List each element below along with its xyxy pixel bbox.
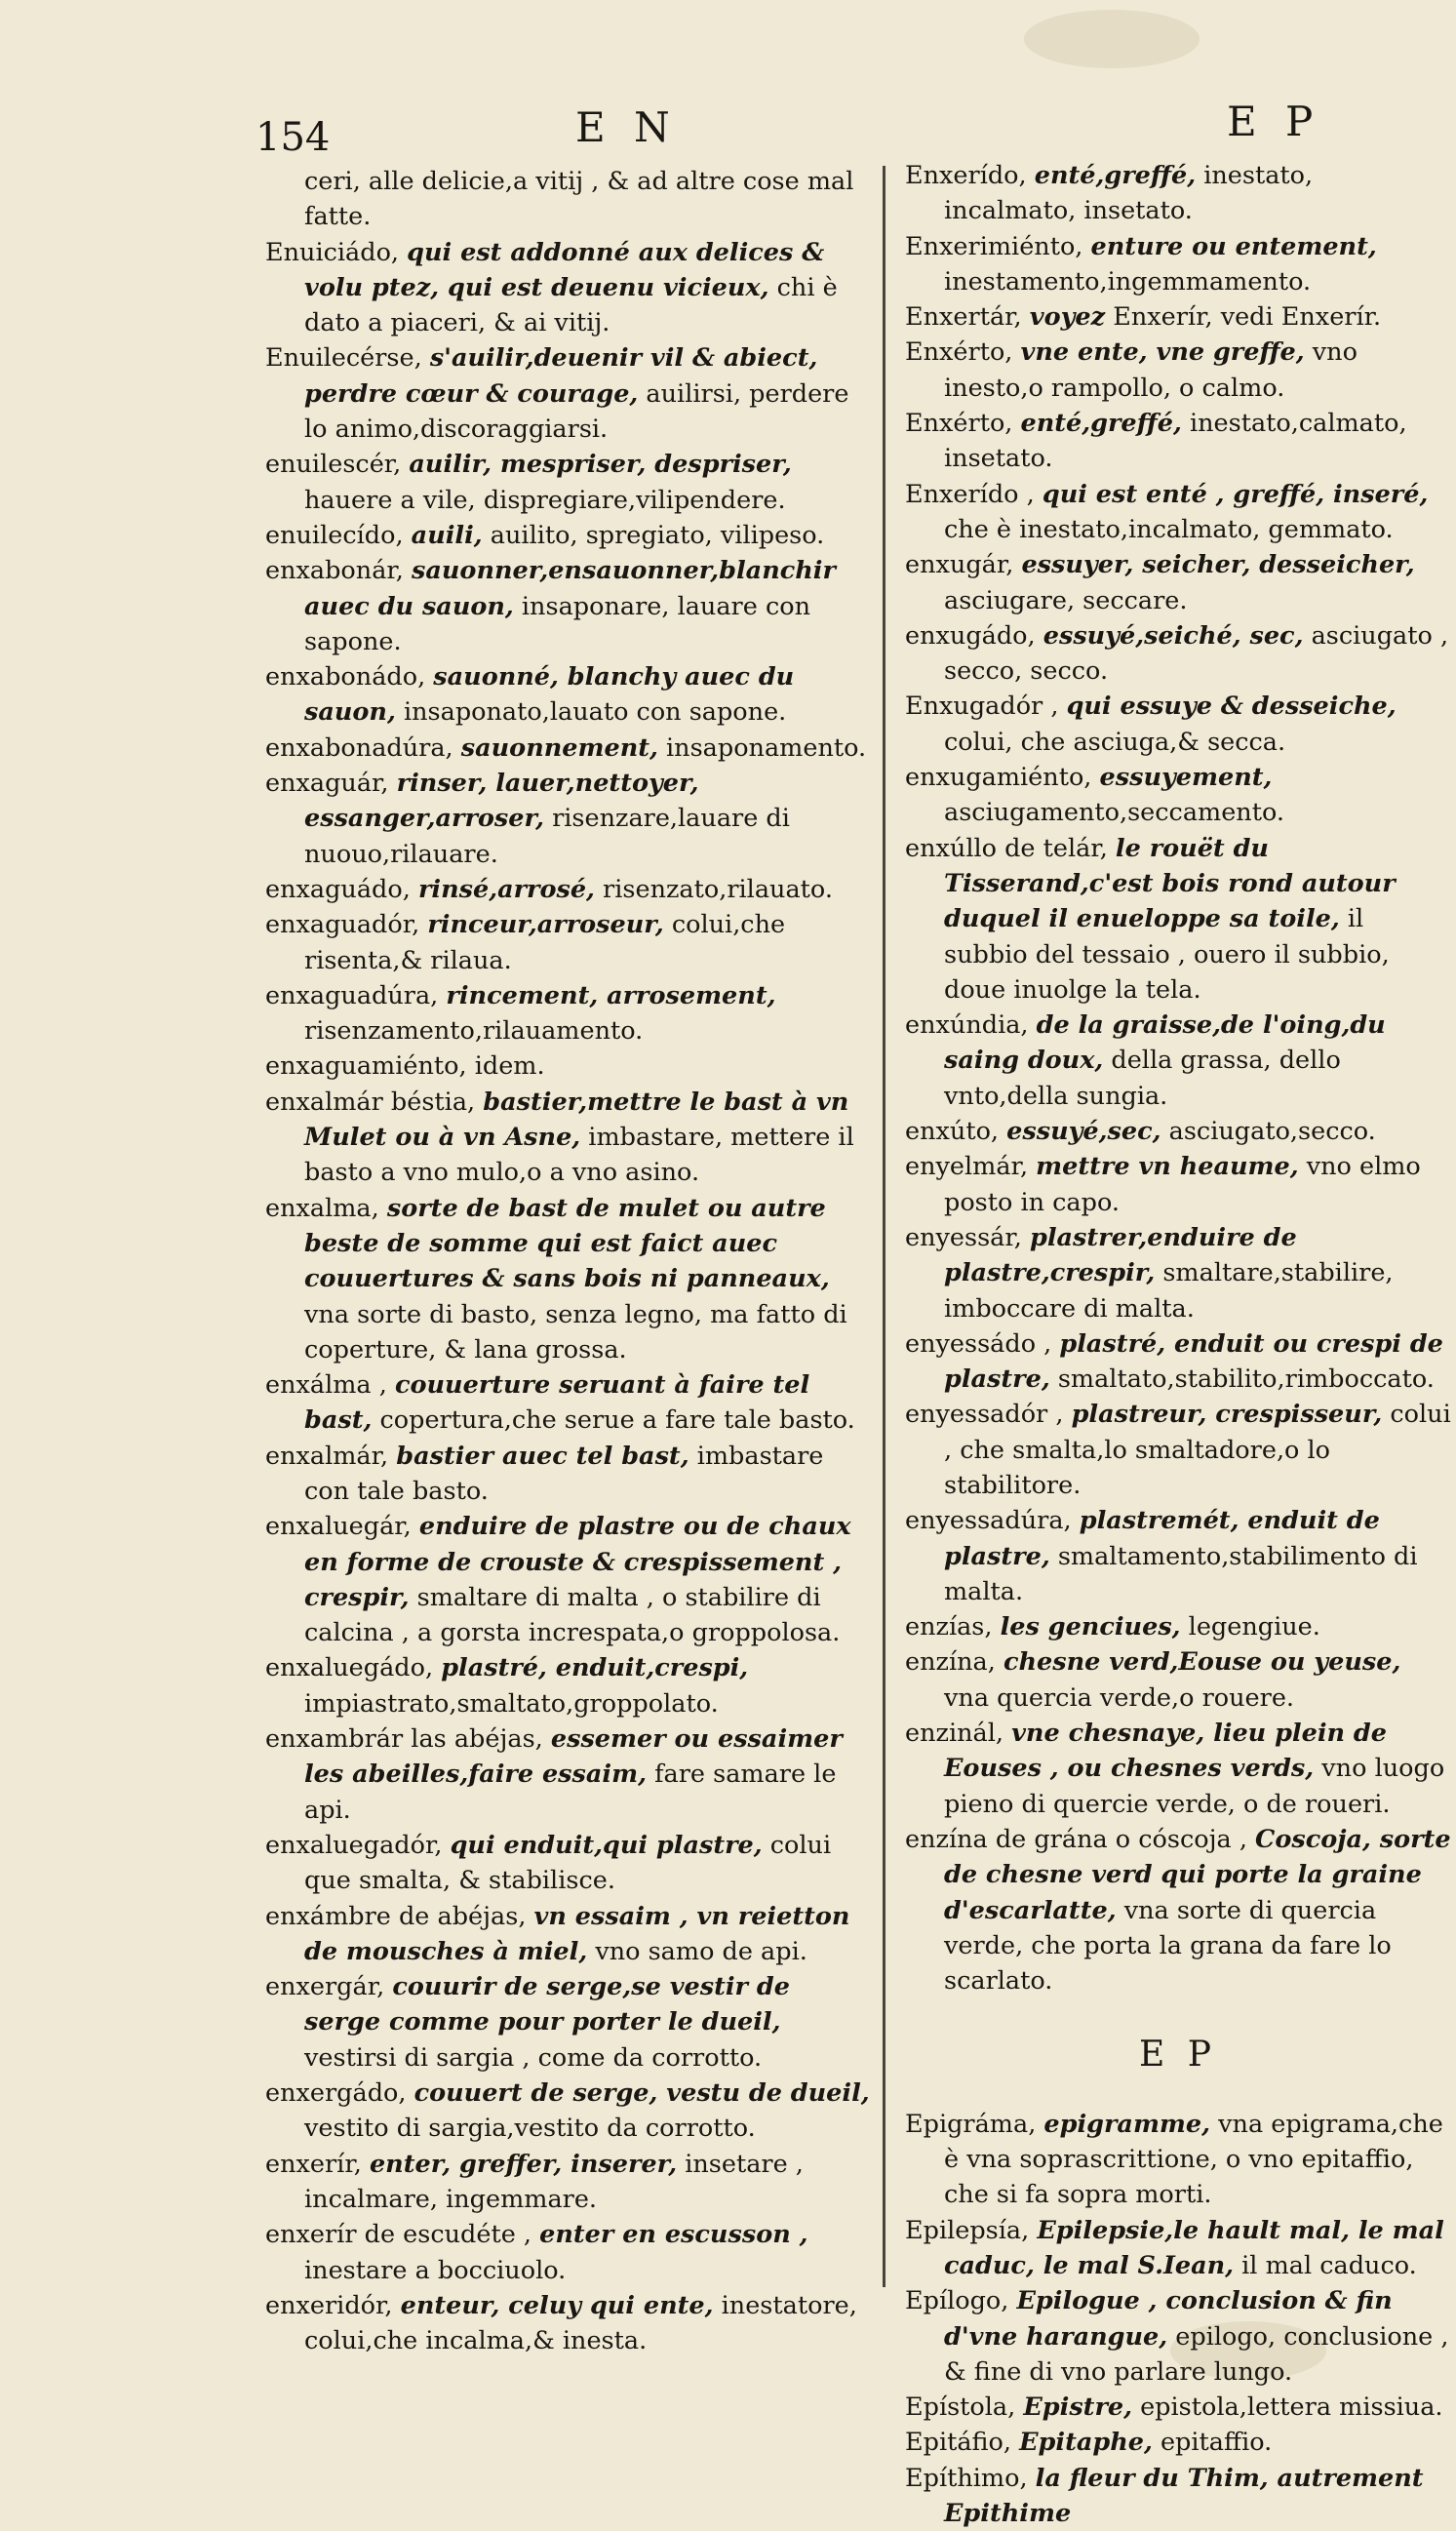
headword: enzías,	[905, 1612, 993, 1642]
italian-gloss: vno elmo posto in capo.	[944, 1152, 1421, 1217]
dictionary-entry	[265, 447, 870, 518]
dictionary-entry	[905, 2213, 1451, 2284]
italian-gloss: imbastare, mettere il basto a vno mulo,o a vno asino.	[304, 1123, 854, 1188]
italian-gloss: smaltamento,stabilimento di malta.	[944, 1541, 1418, 1606]
french-gloss: enture ou entement,	[1090, 231, 1377, 261]
french-gloss: Epitaphe,	[1019, 2428, 1153, 2458]
headword: enxergádo,	[265, 2078, 407, 2109]
dictionary-entry	[265, 2288, 870, 2359]
headword: enyessádo ,	[905, 1328, 1052, 1359]
italian-gloss: il mal caduco.	[1241, 2250, 1417, 2280]
french-gloss: Epistre,	[1023, 2393, 1132, 2423]
dictionary-entry	[905, 831, 1451, 1008]
dictionary-entry	[905, 2425, 1451, 2460]
headword: enxalmár béstia,	[265, 1087, 476, 1117]
italian-gloss: inestare a bocciuolo.	[304, 2255, 567, 2285]
headword: enxalmár,	[265, 1441, 389, 1471]
italian-gloss: asciugato , secco, secco.	[944, 620, 1449, 687]
dictionary-entry	[905, 1397, 1451, 1503]
french-gloss: plastré, enduit ou crespi de plastre,	[944, 1328, 1443, 1395]
french-gloss: couuerture seruant à faire tel bast,	[304, 1370, 810, 1436]
french-gloss: essuyement,	[1099, 763, 1273, 793]
headword: enxaguadór,	[265, 910, 420, 940]
headword: Enxerído ,	[905, 479, 1035, 509]
french-gloss: la fleur du Thim, autrement Epithime	[944, 2463, 1424, 2528]
dictionary-entry	[265, 518, 870, 553]
headword: enxaguadúra,	[265, 980, 439, 1010]
italian-gloss: inestamento,ingemmamento.	[944, 266, 1312, 297]
italian-gloss: imbastare con tale basto.	[304, 1441, 824, 1506]
french-gloss: Epilogue , conclusion & fin d'vne harangue,	[944, 2286, 1393, 2352]
italian-gloss: epitaffio.	[1160, 2428, 1273, 2458]
french-gloss: qui est enté , greffé, inseré,	[1042, 479, 1429, 509]
headword: enxugár,	[905, 550, 1014, 580]
french-gloss: le rouët du Tisserand,c'est bois rond autour duquel il enueloppe sa toile,	[944, 833, 1396, 934]
headword: Enxerído,	[905, 161, 1027, 190]
italian-gloss: vna epigrama,che è vna soprascrittione, o vno epitaffio, che si fa sopra morti.	[944, 2109, 1443, 2210]
italian-gloss: risenzare,lauare di nuouo,rilauare.	[304, 804, 790, 869]
french-gloss: essemer ou essaimer les abeilles,faire essaim,	[304, 1724, 843, 1790]
headword: Epílogo,	[905, 2286, 1009, 2316]
french-gloss: epigramme,	[1043, 2109, 1211, 2139]
french-gloss: chesne verd,Eouse ou yeuse,	[1003, 1647, 1401, 1678]
headword: enxaguár,	[265, 769, 389, 799]
italian-gloss: asciugato,secco.	[1168, 1117, 1376, 1147]
dictionary-entry	[905, 477, 1451, 548]
dictionary-entry	[265, 1828, 870, 1899]
headword: enxerír de escudéte ,	[265, 2220, 531, 2250]
italian-gloss: Enxerír, vedi Enxerír.	[1113, 302, 1382, 333]
italian-gloss: colui, che asciuga,& secca.	[944, 727, 1286, 757]
italian-gloss: il subbio del tessaio , ouero il subbio, doue inuolge la tela.	[944, 904, 1390, 1005]
headword: enyelmár,	[905, 1152, 1029, 1182]
french-gloss: qui est addonné aux delices & volu ptez, qui est deuenu vicieux,	[304, 237, 825, 302]
headword: enzinál,	[905, 1719, 1003, 1749]
dictionary-entry	[265, 766, 870, 872]
french-gloss: de la graisse,de l'oing,du saing doux,	[944, 1010, 1386, 1076]
italian-gloss: epilogo, conclusione , & fine di vno parlare lungo.	[944, 2321, 1449, 2387]
italian-gloss: legengiue.	[1188, 1612, 1320, 1642]
italian-gloss: colui,che risenta,& rilaua.	[304, 910, 786, 975]
dictionary-entry	[905, 299, 1451, 335]
dictionary-entry	[265, 1721, 870, 1828]
dictionary-entry	[265, 2076, 870, 2147]
italian-gloss: della grassa, dello vnto,della sungia.	[944, 1046, 1341, 1111]
continued-entry: ceri, alle delicie,a vitij , & ad altre cose mal fatte.	[304, 167, 854, 232]
dictionary-entry	[905, 1008, 1451, 1114]
headword: Epístola,	[905, 2393, 1016, 2423]
italian-gloss: idem.	[474, 1051, 545, 1082]
headword: Enuilecérse,	[265, 343, 422, 374]
italian-gloss: insaponare, lauare con sapone.	[304, 591, 810, 656]
italian-gloss: smaltare,stabilire, imboccare di malta.	[944, 1258, 1394, 1324]
headword: Enuiciádo,	[265, 237, 400, 267]
headword: Enxérto,	[905, 409, 1013, 439]
dictionary-entry	[905, 229, 1451, 300]
dictionary-entry	[905, 406, 1451, 477]
dictionary-entry	[265, 2147, 870, 2218]
italian-gloss: copertura,che serue a fare tale basto.	[379, 1405, 855, 1436]
dictionary-entry	[265, 659, 870, 731]
french-gloss: enter en escusson ,	[539, 2220, 808, 2250]
french-gloss: essuyé,sec,	[1006, 1117, 1161, 1147]
french-gloss: bastier auec tel bast,	[396, 1441, 689, 1471]
french-gloss: qui essuye & desseiche,	[1066, 692, 1397, 722]
headword: enxabonadúra,	[265, 732, 453, 763]
french-gloss: sauonnement,	[460, 732, 658, 763]
dictionary-entry	[265, 1439, 870, 1510]
italian-gloss: asciugare, seccare.	[944, 585, 1188, 615]
dictionary-entry	[905, 1503, 1451, 1609]
italian-gloss: vno luogo pieno di quercie verde, o de roueri.	[944, 1754, 1445, 1819]
headword: enxálma ,	[265, 1370, 387, 1401]
dictionary-entry	[265, 553, 870, 659]
dictionary-entry	[905, 760, 1451, 831]
running-head-left: E N	[575, 103, 678, 151]
dictionary-entry	[265, 340, 870, 447]
dictionary-entry	[265, 907, 870, 978]
italian-gloss: vna sorte di basto, senza legno, ma fatto di coperture, & lana grossa.	[304, 1299, 847, 1364]
headword: enxaluegadór,	[265, 1830, 443, 1860]
dictionary-entry	[905, 1326, 1451, 1398]
dictionary-entry	[265, 872, 870, 907]
italian-gloss: risenzamento,rilauamento.	[304, 1016, 644, 1047]
headword: enyessadúra,	[905, 1506, 1072, 1536]
italian-gloss: inestato, incalmato, insetato.	[944, 161, 1314, 226]
french-gloss: couurir de serge,se vestir de serge comme pour porter le dueil,	[304, 1972, 790, 2037]
left-column	[265, 164, 870, 2358]
column-rule	[883, 166, 885, 2287]
section-heading: E P	[1139, 2035, 1217, 2076]
french-gloss: enter, greffer, inserer,	[369, 2149, 678, 2179]
dictionary-entry	[265, 1509, 870, 1650]
french-gloss: vne ente, vne greffe,	[1020, 337, 1305, 368]
italian-gloss: colui , che smalta,lo smaltadore,o lo stabilitore.	[944, 1400, 1451, 1500]
headword: enxergár,	[265, 1972, 385, 2002]
dictionary-entry	[905, 1822, 1451, 1998]
page-number: 154	[256, 115, 331, 160]
italian-gloss: auilito, spregiato, vilipeso.	[490, 520, 825, 550]
italian-gloss: epistola,lettera missiua.	[1140, 2393, 1443, 2423]
italian-gloss: vna sorte di quercia verde, che porta la grana da fare lo scarlato.	[944, 1895, 1392, 1997]
headword: enxerír,	[265, 2149, 362, 2179]
french-gloss: sauonner,ensauonner,blanchir auec du sauon,	[304, 556, 836, 621]
french-gloss: les genciues,	[1000, 1612, 1181, 1642]
headword: Enxerimiénto,	[905, 231, 1083, 261]
italian-gloss: insaponato,lauato con sapone.	[403, 697, 787, 728]
french-gloss: essuyé,seiché, sec,	[1043, 620, 1304, 651]
french-gloss: rincement, arrosement,	[446, 980, 776, 1010]
french-gloss: enteur, celuy qui ente,	[400, 2290, 714, 2320]
french-gloss: essuyer, seicher, desseicher,	[1021, 550, 1415, 580]
headword: enxaluegár,	[265, 1512, 412, 1542]
dictionary-entry	[905, 2107, 1451, 2213]
french-gloss: vn essaim , vn reietton de mousches à miel,	[304, 1901, 850, 1966]
dictionary-entry	[265, 1048, 870, 1084]
dictionary-entry	[265, 1969, 870, 2076]
dictionary-entry	[905, 1716, 1451, 1822]
headword: enxabonár,	[265, 556, 404, 586]
headword: enyessár,	[905, 1222, 1022, 1252]
dictionary-entry	[905, 1114, 1451, 1149]
dictionary-entry	[265, 978, 870, 1049]
right-entries-ep	[905, 2107, 1451, 2531]
french-gloss: sorte de bast de mulet ou autre beste de somme qui est faict auec couuertures & sans bois ni panneaux,	[304, 1193, 830, 1294]
italian-gloss: inestatore, colui,che incalma,& inesta.	[304, 2290, 857, 2356]
headword: enxaluegádo,	[265, 1653, 434, 1683]
french-gloss: Epilepsie,le hault mal, le mal caduc, le mal S.Iean,	[944, 2215, 1444, 2280]
left-entries	[265, 235, 870, 2359]
dictionary-entry	[905, 547, 1451, 618]
french-gloss: enté,greffé,	[1020, 409, 1182, 439]
dictionary-entry	[905, 1609, 1451, 1644]
headword: enxaguamiénto,	[265, 1051, 467, 1082]
headword: enxúto,	[905, 1117, 1000, 1147]
headword: Epíthimo,	[905, 2463, 1028, 2493]
dictionary-entry	[905, 2283, 1451, 2390]
french-gloss: plastrer,enduire de plastre,crespir,	[944, 1222, 1297, 1288]
italian-gloss: insetare , incalmare, ingemmare.	[304, 2149, 804, 2214]
italian-gloss: vno inesto,o rampollo, o calmo.	[944, 337, 1358, 403]
headword: enxugádo,	[905, 620, 1036, 651]
french-gloss: enduire de plastre ou de chaux en forme de crouste & crespissement , crespir,	[304, 1512, 851, 1612]
italian-gloss: risenzato,rilauato.	[603, 874, 833, 904]
french-gloss: s'auilir,deuenir vil & abiect, perdre cœur & courage,	[304, 343, 818, 409]
french-gloss: auilir, mespriser, despriser,	[409, 450, 792, 480]
italian-gloss: impiastrato,smaltato,groppolato.	[304, 1688, 719, 1719]
italian-gloss: vno samo de api.	[595, 1936, 807, 1966]
headword: enzína de grána o cóscoja ,	[905, 1824, 1247, 1854]
french-gloss: enté,greffé,	[1034, 161, 1197, 190]
french-gloss: bastier,mettre le bast à vn Mulet ou à vn Asne,	[304, 1087, 849, 1153]
headword: enxeridór,	[265, 2290, 393, 2320]
headword: enxugamiénto,	[905, 763, 1092, 793]
dictionary-entry	[905, 1149, 1451, 1220]
french-gloss: plastremét, enduit de plastre,	[944, 1506, 1380, 1571]
italian-gloss: vna quercia verde,o rouere.	[944, 1682, 1295, 1713]
french-gloss: sauonné, blanchy auec du sauon,	[304, 662, 795, 728]
headword: Enxertár,	[905, 302, 1022, 333]
french-gloss: couuert de serge, vestu de dueil,	[413, 2078, 870, 2109]
dictionary-entry	[905, 618, 1451, 690]
italian-gloss: fare samare le api.	[304, 1760, 837, 1825]
dictionary-entry	[265, 1899, 870, 1970]
dictionary-entry	[905, 158, 1451, 229]
french-gloss: vne chesnaye, lieu plein de Eouses , ou chesnes verds,	[944, 1719, 1387, 1784]
italian-gloss: hauere a vile, dispregiare,vilipendere.	[304, 485, 786, 515]
french-gloss: qui enduit,qui plastre,	[450, 1830, 763, 1860]
italian-gloss: auilirsi, perdere lo animo,discoraggiarsi.	[304, 378, 849, 445]
headword: enxaguádo,	[265, 874, 411, 904]
dictionary-entry	[905, 2461, 1451, 2531]
dictionary-entry	[905, 2390, 1451, 2425]
dictionary-entry	[265, 1191, 870, 1367]
headword: Enxérto,	[905, 337, 1013, 368]
dictionary-entry	[905, 689, 1451, 760]
right-entries	[905, 158, 1451, 1998]
italian-gloss: insaponamento.	[666, 732, 867, 763]
headword: enyessadór ,	[905, 1400, 1064, 1430]
italian-gloss: smaltato,stabilito,rimboccato.	[1057, 1364, 1435, 1395]
dictionary-entry	[905, 1220, 1451, 1326]
italian-gloss: asciugamento,seccamento.	[944, 798, 1284, 828]
dictionary-entry	[265, 2217, 870, 2288]
french-gloss: plastreur, crespisseur,	[1071, 1400, 1383, 1430]
french-gloss: mettre vn heaume,	[1036, 1152, 1299, 1182]
headword: enxambrár las abéjas,	[265, 1724, 543, 1755]
headword: Epilepsía,	[905, 2215, 1030, 2245]
headword: enxúllo de telár,	[905, 833, 1108, 863]
dictionary-entry	[265, 1367, 870, 1439]
french-gloss: Coscoja, sorte de chesne verd qui porte la graine d'escarlatte,	[944, 1824, 1451, 1925]
headword: enxúndia,	[905, 1010, 1029, 1041]
dictionary-entry	[905, 1644, 1451, 1716]
italian-gloss: che è inestato,incalmato, gemmato.	[944, 514, 1394, 544]
running-head-right: E P	[1227, 98, 1321, 145]
dictionary-entry	[905, 335, 1451, 406]
italian-gloss: inestato,calmato, insetato.	[944, 409, 1407, 474]
italian-gloss: colui que smalta, & stabilisce.	[304, 1830, 832, 1896]
dictionary-entry	[265, 1085, 870, 1191]
french-gloss: rinceur,arroseur,	[427, 910, 664, 940]
french-gloss: rinser, lauer,nettoyer, essanger,arroser,	[304, 769, 699, 834]
right-column	[905, 158, 1451, 2531]
headword: Epitáfio,	[905, 2428, 1012, 2458]
headword: enxámbre de abéjas,	[265, 1901, 527, 1931]
italian-gloss: chi è dato a piaceri, & ai vitij.	[304, 272, 838, 338]
dictionary-entry	[265, 235, 870, 341]
headword: Enxugadór ,	[905, 692, 1059, 722]
headword: Epigráma,	[905, 2109, 1037, 2139]
italian-gloss: vestirsi di sargia , come da corrotto.	[304, 2042, 763, 2073]
headword: enuilecído,	[265, 520, 404, 550]
headword: enzína,	[905, 1647, 996, 1678]
paper-stain	[1024, 10, 1200, 68]
french-gloss: voyez	[1029, 302, 1106, 333]
italian-gloss: smaltare di malta , o stabilire di calcina , a gorsta increspata,o groppolosa.	[304, 1582, 841, 1648]
french-gloss: rinsé,arrosé,	[417, 874, 595, 904]
french-gloss: plastré, enduit,crespi,	[441, 1653, 749, 1683]
headword: enuilescér,	[265, 450, 402, 480]
italian-gloss: vestito di sargia,vestito da corrotto.	[304, 2114, 756, 2144]
headword: enxalma,	[265, 1193, 379, 1223]
dictionary-entry	[265, 1650, 870, 1721]
dictionary-entry	[265, 731, 870, 766]
headword: enxabonádo,	[265, 662, 426, 692]
french-gloss: auili,	[411, 520, 483, 550]
